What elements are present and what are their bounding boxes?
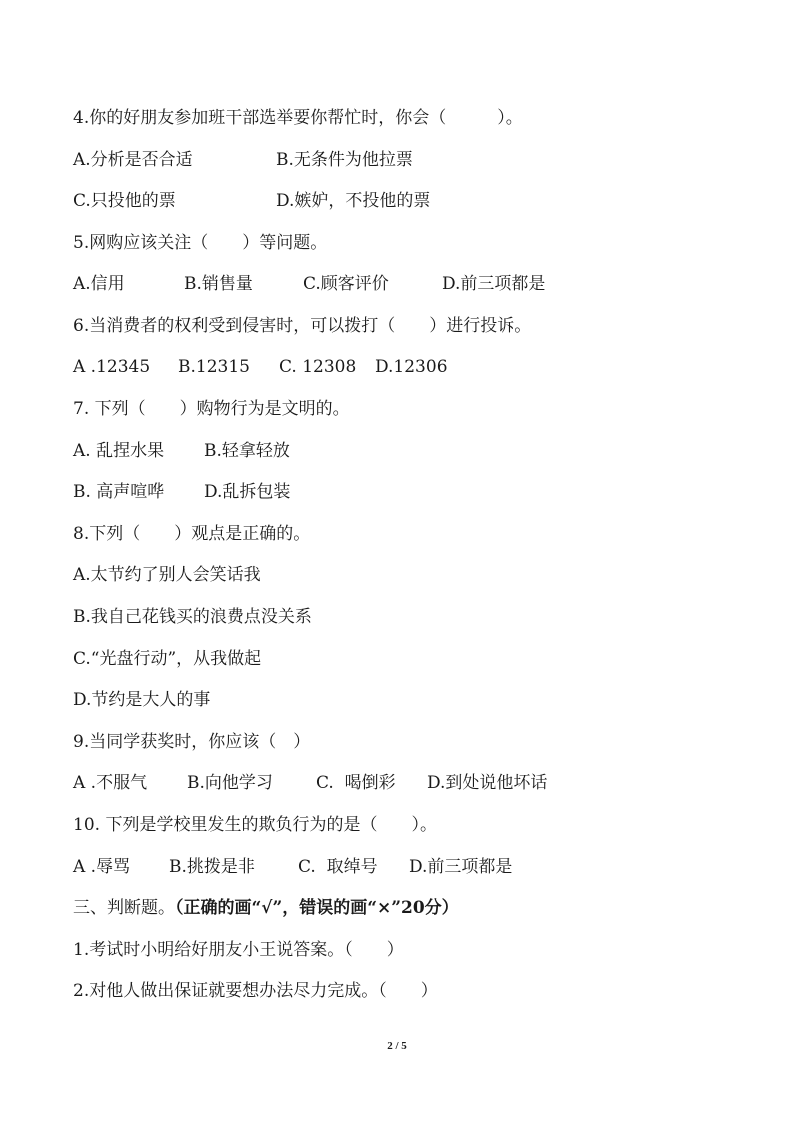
judgment-item-2: 2.对他人做出保证就要想办法尽力完成。（ ） xyxy=(73,981,438,1001)
question-6-stem: 6.当消费者的权利受到侵害时，可以拨打（ ）进行投诉。 xyxy=(73,316,532,336)
section-3-heading-instructions: （正确的画“√”，错误的画“×”20分） xyxy=(175,898,459,918)
question-8-option-a: A.太节约了别人会笑话我 xyxy=(73,565,261,585)
question-10-option-b: B.挑拨是非 xyxy=(169,857,255,877)
question-7-stem: 7. 下列（ ）购物行为是文明的。 xyxy=(73,399,350,419)
question-10-option-c: C. 取绰号 xyxy=(298,857,378,877)
question-6-option-d: D.12306 xyxy=(375,357,448,377)
question-5-option-c: C.顾客评价 xyxy=(303,274,389,294)
question-6-option-a: A .12345 xyxy=(73,357,151,377)
question-8-stem: 8.下列（ ）观点是正确的。 xyxy=(73,524,311,544)
section-3-heading xyxy=(73,897,459,919)
question-4-option-b: B.无条件为他拉票 xyxy=(276,150,413,170)
section-3-heading-prefix: 三、判断题。 xyxy=(73,898,175,918)
question-8-option-b: B.我自己花钱买的浪费点没关系 xyxy=(73,607,312,627)
question-4-option-a: A.分析是否合适 xyxy=(73,150,193,170)
question-4-option-c: C.只投他的票 xyxy=(73,191,176,211)
question-7-option-a: A. 乱捏水果 xyxy=(73,441,165,461)
question-9-option-b: B.向他学习 xyxy=(187,773,273,793)
question-4-option-d: D.嫉妒，不投他的票 xyxy=(276,191,431,211)
judgment-item-1: 1.考试时小明给好朋友小王说答案。（ ） xyxy=(73,940,404,960)
question-9-option-c: C. 喝倒彩 xyxy=(316,773,396,793)
question-4-stem: 4.你的好朋友参加班干部选举要你帮忙时，你会（ ）。 xyxy=(73,108,523,128)
question-10-option-d: D.前三项都是 xyxy=(409,857,513,877)
question-6-option-c: C. 12308 xyxy=(279,357,357,377)
question-9-option-d: D.到处说他坏话 xyxy=(427,773,548,793)
page-number: 2 / 5 xyxy=(387,1040,407,1052)
question-8-option-d: D.节约是大人的事 xyxy=(73,690,211,710)
question-7-option-b: B.轻拿轻放 xyxy=(204,441,290,461)
question-10-stem: 10. 下列是学校里发生的欺负行为的是（ ）。 xyxy=(73,815,437,835)
question-9-stem: 9.当同学获奖时，你应该（ ） xyxy=(73,732,311,752)
question-6-option-b: B.12315 xyxy=(178,357,250,377)
question-9-option-a: A .不服气 xyxy=(73,773,148,793)
question-5-option-b: B.销售量 xyxy=(184,274,253,294)
question-8-option-c: C.“光盘行动”，从我做起 xyxy=(73,649,262,669)
question-7-option-d: D.乱拆包装 xyxy=(204,482,291,502)
question-5-option-a: A.信用 xyxy=(73,274,125,294)
question-10-option-a: A .辱骂 xyxy=(73,857,131,877)
question-7-option-c: B. 高声喧哗 xyxy=(73,482,165,502)
question-5-option-d: D.前三项都是 xyxy=(442,274,546,294)
question-5-stem: 5.网购应该关注（ ）等问题。 xyxy=(73,233,328,253)
